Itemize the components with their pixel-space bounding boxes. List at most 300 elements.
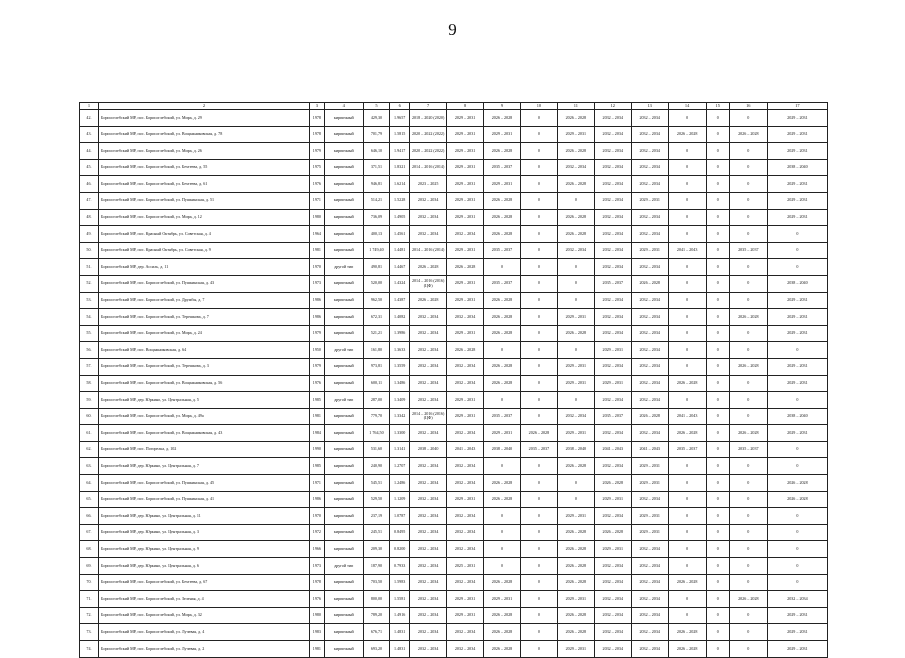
table-cell: 0: [729, 325, 767, 342]
table-cell: 2041 – 2043: [668, 242, 706, 259]
table-cell: 0: [706, 325, 729, 342]
table-cell: кирпичный: [324, 325, 363, 342]
table-cell: 2029 – 2031: [767, 176, 827, 193]
table-cell: 0: [729, 292, 767, 309]
table-row: [80, 309, 828, 326]
address-cell: Борисоглебский МР, пос. Красный Октябрь, ул. Советская, д. 9: [98, 242, 309, 259]
table-cell: 1978: [309, 126, 324, 143]
table-cell: 962,50: [363, 292, 389, 309]
table-cell: 0: [706, 591, 729, 608]
table-cell: 429,30: [363, 110, 389, 127]
table-cell: 1.3633: [390, 342, 410, 359]
table-cell: кирпичный: [324, 607, 363, 624]
table-cell: 1.9417: [390, 143, 410, 160]
table-cell: 0: [729, 342, 767, 359]
table-cell: 2032 – 2034: [594, 242, 631, 259]
table-cell: 0: [668, 259, 706, 276]
table-cell: 2029 – 2031: [594, 541, 631, 558]
table-cell: 57.: [80, 358, 99, 375]
table-cell: 72.: [80, 607, 99, 624]
column-number-cell: 8: [447, 103, 484, 110]
table-cell: 1966: [309, 541, 324, 558]
address-cell: Борисоглебский МР, дер. Юркино, ул. Центральная, д. 5: [98, 392, 309, 409]
table-cell: 0: [520, 126, 557, 143]
table-cell: 2032 – 2034: [594, 508, 631, 525]
table-cell: 2032 – 2034: [410, 641, 447, 658]
table-cell: 1980: [309, 607, 324, 624]
table-cell: 0: [706, 110, 729, 127]
table-cell: 0: [729, 624, 767, 641]
table-cell: 2029 – 2031: [557, 591, 594, 608]
table-cell: 0: [668, 309, 706, 326]
table-cell: 2026 – 2028: [668, 375, 706, 392]
table-cell: 2032 – 2034: [631, 309, 668, 326]
table-cell: 2032 – 2034: [631, 358, 668, 375]
table-cell: 2032 – 2034: [631, 143, 668, 160]
table-cell: 0: [484, 458, 521, 475]
table-cell: 1976: [309, 375, 324, 392]
table-cell: 0: [557, 475, 594, 492]
table-cell: 1983: [309, 624, 324, 641]
table-cell: 2032 – 2034: [631, 624, 668, 641]
table-cell: 0: [520, 392, 557, 409]
table-cell: 0: [729, 491, 767, 508]
table-cell: 2032 – 2034: [447, 309, 484, 326]
table-cell: 69.: [80, 558, 99, 575]
table-cell: 2032 – 2034: [410, 209, 447, 226]
table-cell: 1985: [309, 458, 324, 475]
table-cell: 1.3986: [390, 325, 410, 342]
column-number-cell: 3: [309, 103, 324, 110]
table-cell: 521,21: [363, 325, 389, 342]
table-cell: 529,50: [363, 491, 389, 508]
table-cell: 0: [729, 641, 767, 658]
table-cell: 52.: [80, 275, 99, 292]
column-number-cell: 5: [363, 103, 389, 110]
table-cell: 2029 – 2031: [447, 408, 484, 425]
table-row: [80, 591, 828, 608]
table-cell: 0: [668, 508, 706, 525]
table-cell: 2032 – 2034: [410, 226, 447, 243]
table-cell: 2029 – 2031: [557, 309, 594, 326]
table-cell: 0: [484, 541, 521, 558]
table-cell: 55.: [80, 325, 99, 342]
table-cell: 0: [557, 259, 594, 276]
table-cell: 1986: [309, 292, 324, 309]
table-cell: 0: [520, 342, 557, 359]
table-cell: 2026 – 2028: [484, 491, 521, 508]
table-cell: 2032 – 2034: [594, 392, 631, 409]
table-cell: 0: [520, 159, 557, 176]
table-cell: 0: [706, 192, 729, 209]
address-cell: Борисоглебский МР, пос. Борисоглебский, ул. Бехтеева, д. 55: [98, 159, 309, 176]
table-cell: 237,19: [363, 508, 389, 525]
table-cell: 2035 – 2037: [729, 242, 767, 259]
table-cell: 1.3342: [390, 408, 410, 425]
table-cell: 0: [767, 508, 827, 525]
address-cell: Борисоглебский МР, дер. Юркино, ул. Центральная, д. 3: [98, 524, 309, 541]
table-cell: кирпичный: [324, 441, 363, 458]
table-cell: 240,90: [363, 458, 389, 475]
table-cell: 2032 – 2034: [594, 176, 631, 193]
table-cell: кирпичный: [324, 309, 363, 326]
table-cell: 62.: [80, 441, 99, 458]
table-cell: 0: [668, 176, 706, 193]
table-cell: 0: [557, 342, 594, 359]
table-cell: 0: [729, 159, 767, 176]
table-cell: 2026 – 2028: [668, 641, 706, 658]
table-cell: 2026 – 2028: [557, 607, 594, 624]
table-cell: 2025 – 2031: [447, 558, 484, 575]
table-cell: 2032 – 2034: [594, 226, 631, 243]
table-cell: 2029 – 2031: [767, 209, 827, 226]
table-cell: кирпичный: [324, 176, 363, 193]
table-cell: 1.3486: [390, 375, 410, 392]
table-cell: 1.5228: [390, 192, 410, 209]
table-row: [80, 541, 828, 558]
column-number-cell: 2: [98, 103, 309, 110]
table-cell: 0: [706, 126, 729, 143]
table-cell: 2020 – 2022 (2022): [410, 143, 447, 160]
table-cell: 2029 – 2031: [631, 458, 668, 475]
table-cell: 1976: [309, 176, 324, 193]
column-number-cell: 12: [594, 103, 631, 110]
table-cell: 0: [484, 259, 521, 276]
table-cell: 2032 – 2034: [447, 524, 484, 541]
table-cell: 1.9657: [390, 110, 410, 127]
table-cell: 2026 – 2028: [767, 491, 827, 508]
table-cell: 2032 – 2034: [410, 375, 447, 392]
column-number-cell: 17: [767, 103, 827, 110]
table-cell: 2029 – 2031: [767, 126, 827, 143]
table-cell: 1.4905: [390, 209, 410, 226]
table-cell: 490,81: [363, 259, 389, 276]
table-cell: 2026 – 2028: [484, 192, 521, 209]
table-cell: 0: [557, 292, 594, 309]
table-row: [80, 508, 828, 525]
table-cell: 2029 – 2031: [557, 358, 594, 375]
table-cell: 2029 – 2031: [631, 192, 668, 209]
address-cell: Борисоглебский МР, пос. Борисоглебский, ул. Мира, д. 32: [98, 607, 309, 624]
table-row: [80, 242, 828, 259]
table-cell: 2032 – 2034: [594, 159, 631, 176]
table-cell: 0: [520, 458, 557, 475]
table-cell: 0: [520, 607, 557, 624]
table-cell: 1986: [309, 309, 324, 326]
table-cell: кирпичный: [324, 624, 363, 641]
table-cell: 2026 – 2028: [668, 126, 706, 143]
table-cell: 2029 – 2031: [447, 143, 484, 160]
table-cell: 1.6214: [390, 176, 410, 193]
table-cell: 0: [729, 176, 767, 193]
table-cell: 0: [706, 358, 729, 375]
address-cell: Борисоглебский МР, пос. Борисоглебский, ул. Пушкинская, д. 51: [98, 192, 309, 209]
table-cell: 2026 – 2028: [594, 524, 631, 541]
table-cell: 2032 – 2034: [410, 591, 447, 608]
table-cell: 0: [520, 242, 557, 259]
table-cell: 701,79: [363, 126, 389, 143]
table-cell: 2035 – 2037: [520, 441, 557, 458]
column-number-cell: 1: [80, 103, 99, 110]
table-row: [80, 491, 828, 508]
table-cell: 2029 – 2031: [594, 342, 631, 359]
table-cell: 0: [668, 491, 706, 508]
table-cell: 2032 – 2034: [410, 508, 447, 525]
table-cell: 2026 – 2028: [668, 624, 706, 641]
table-cell: 71.: [80, 591, 99, 608]
table-cell: 545,51: [363, 475, 389, 492]
table-cell: 45.: [80, 159, 99, 176]
column-number-cell: 7: [410, 103, 447, 110]
table-cell: 0: [668, 558, 706, 575]
table-row: [80, 574, 828, 591]
table-cell: кирпичный: [324, 275, 363, 292]
table-cell: 0: [520, 574, 557, 591]
table-cell: другой тип: [324, 259, 363, 276]
table-cell: 1978: [309, 110, 324, 127]
table-cell: 44.: [80, 143, 99, 160]
table-cell: 2032 – 2034: [631, 375, 668, 392]
address-cell: Борисоглебский МР, пос. Борисоглебский, ул. Бехтеева, д. 61: [98, 176, 309, 193]
table-cell: 2029 – 2031: [447, 110, 484, 127]
column-number-cell: 11: [557, 103, 594, 110]
table-cell: 2035 – 2037: [594, 408, 631, 425]
table-cell: 2029 – 2031: [767, 607, 827, 624]
table-cell: 2014 – 2016 (2016)(ЦФ): [410, 408, 447, 425]
table-cell: 1 764,50: [363, 425, 389, 442]
table-cell: 2032 – 2034: [594, 358, 631, 375]
table-cell: 0: [729, 392, 767, 409]
table-cell: 2026 – 2028: [557, 209, 594, 226]
table-cell: 0: [767, 558, 827, 575]
table-cell: 1 749,40: [363, 242, 389, 259]
table-cell: 59.: [80, 392, 99, 409]
table-cell: 1990: [309, 441, 324, 458]
table-cell: 42.: [80, 110, 99, 127]
table-row: [80, 275, 828, 292]
table-cell: 1984: [309, 425, 324, 442]
table-cell: 2026 – 2028: [557, 325, 594, 342]
table-cell: 2032 – 2034: [631, 159, 668, 176]
table-cell: кирпичный: [324, 292, 363, 309]
table-row: [80, 524, 828, 541]
table-cell: 1981: [309, 242, 324, 259]
table-cell: 2032 – 2034: [631, 574, 668, 591]
table-cell: 2032 – 2034: [447, 226, 484, 243]
table-cell: 0: [520, 275, 557, 292]
table-cell: 2029 – 2031: [557, 641, 594, 658]
table-cell: 2032 – 2034: [410, 558, 447, 575]
table-cell: 2029 – 2031: [557, 126, 594, 143]
table-cell: кирпичный: [324, 508, 363, 525]
table-cell: 2032 – 2034: [557, 408, 594, 425]
table-cell: 43.: [80, 126, 99, 143]
address-cell: Борисоглебский МР, пос. Вощажниковская, д. 64: [98, 342, 309, 359]
table-cell: кирпичный: [324, 209, 363, 226]
table-cell: 0: [729, 375, 767, 392]
table-cell: 2032 – 2034: [631, 110, 668, 127]
table-cell: кирпичный: [324, 408, 363, 425]
table-cell: 0: [706, 309, 729, 326]
table-cell: 0.8495: [390, 524, 410, 541]
table-cell: 2026 – 2028: [484, 574, 521, 591]
table-cell: 2032 – 2034: [594, 110, 631, 127]
table-cell: 74.: [80, 641, 99, 658]
table-cell: 400,13: [363, 226, 389, 243]
table-cell: 1979: [309, 325, 324, 342]
table-cell: 2038 – 2040: [767, 275, 827, 292]
table-cell: 2026 – 2028: [410, 292, 447, 309]
table-cell: 2029 – 2031: [557, 375, 594, 392]
table-cell: 0: [668, 541, 706, 558]
table-cell: 50.: [80, 242, 99, 259]
table-cell: 2026 – 2028: [557, 624, 594, 641]
table-row: [80, 159, 828, 176]
table-cell: 0: [729, 541, 767, 558]
address-cell: Борисоглебский МР, пос. Борисоглебский, ул. Вощажниковская, д. 56: [98, 375, 309, 392]
table-cell: 2032 – 2034: [594, 209, 631, 226]
table-cell: 2029 – 2031: [484, 591, 521, 608]
table-row: [80, 143, 828, 160]
table-cell: 61.: [80, 425, 99, 442]
table-cell: кирпичный: [324, 159, 363, 176]
table-cell: 2032 – 2034: [410, 425, 447, 442]
table-cell: 2023 – 2025: [410, 176, 447, 193]
table-cell: 1.2486: [390, 475, 410, 492]
table-cell: 0: [729, 110, 767, 127]
table-cell: 2032 – 2034: [557, 159, 594, 176]
table-cell: 2026 – 2028: [484, 143, 521, 160]
address-cell: Борисоглебский МР, пос. Борисоглебский, ул. Пушкинская, д. 41: [98, 491, 309, 508]
table-cell: 2014 – 2016 (2014): [410, 242, 447, 259]
table-row: [80, 441, 828, 458]
table-cell: 2026 – 2028: [729, 126, 767, 143]
table-cell: 0: [668, 458, 706, 475]
table-cell: 2038 – 2040: [767, 408, 827, 425]
table-cell: 2029 – 2031: [767, 309, 827, 326]
table-cell: 2032 – 2034: [410, 607, 447, 624]
table-cell: 1.8321: [390, 159, 410, 176]
table-cell: 2032 – 2034: [594, 259, 631, 276]
table-cell: 0: [668, 591, 706, 608]
table-cell: 63.: [80, 458, 99, 475]
table-cell: 2038 – 2040: [410, 441, 447, 458]
table-cell: 0: [706, 342, 729, 359]
table-cell: 2026 – 2028: [484, 325, 521, 342]
table-cell: 0: [668, 475, 706, 492]
table-cell: кирпичный: [324, 475, 363, 492]
table-cell: другой тип: [324, 342, 363, 359]
table-cell: 1979: [309, 143, 324, 160]
table-cell: 2035 – 2037: [484, 242, 521, 259]
table-cell: 2026 – 2028: [447, 259, 484, 276]
table-cell: 1978: [309, 574, 324, 591]
table-cell: 2035 – 2037: [594, 275, 631, 292]
table-cell: 2032 – 2034: [631, 641, 668, 658]
table-row: [80, 176, 828, 193]
table-cell: 2029 – 2031: [447, 209, 484, 226]
table-cell: 2026 – 2028: [447, 342, 484, 359]
table-row: [80, 209, 828, 226]
table-cell: 0: [484, 524, 521, 541]
table-cell: 1979: [309, 358, 324, 375]
table-cell: 0: [668, 275, 706, 292]
table-cell: 0: [706, 475, 729, 492]
table-cell: 0: [557, 192, 594, 209]
table-cell: 0: [729, 259, 767, 276]
table-cell: 2029 – 2031: [767, 292, 827, 309]
table-cell: 2032 – 2034: [631, 607, 668, 624]
table-cell: 2032 – 2034: [631, 259, 668, 276]
table-cell: кирпичный: [324, 574, 363, 591]
table-cell: 70.: [80, 574, 99, 591]
table-cell: 0: [557, 275, 594, 292]
address-cell: Борисоглебский МР, пос. Борисоглебский, ул. Пушкинская, д. 45: [98, 475, 309, 492]
table-cell: 2032 – 2034: [447, 508, 484, 525]
table-cell: 0: [706, 508, 729, 525]
table-cell: 0: [520, 292, 557, 309]
table-cell: 0: [484, 392, 521, 409]
table-cell: 0: [767, 541, 827, 558]
table-cell: 2029 – 2031: [767, 358, 827, 375]
address-cell: Борисоглебский МР, дер. Юркино, ул. Центральная, д. 7: [98, 458, 309, 475]
table-cell: 53.: [80, 292, 99, 309]
table-cell: 2026 – 2028: [767, 475, 827, 492]
table-cell: 1.3141: [390, 441, 410, 458]
table-cell: 2035 – 2037: [484, 159, 521, 176]
table-cell: 2032 – 2034: [447, 541, 484, 558]
table-cell: 2026 – 2028: [484, 375, 521, 392]
table-cell: 0: [767, 342, 827, 359]
table-cell: 2032 – 2034: [631, 558, 668, 575]
table-cell: 0: [706, 209, 729, 226]
table-cell: 0: [706, 292, 729, 309]
table-cell: 209,30: [363, 541, 389, 558]
table-cell: 736,09: [363, 209, 389, 226]
table-cell: 2029 – 2031: [447, 591, 484, 608]
table-cell: кирпичный: [324, 358, 363, 375]
table-cell: 1981: [309, 641, 324, 658]
table-cell: 2029 – 2031: [767, 192, 827, 209]
table-cell: 2026 – 2028: [484, 624, 521, 641]
table-row: [80, 475, 828, 492]
table-cell: 2029 – 2031: [447, 392, 484, 409]
table-cell: 2032 – 2034: [631, 176, 668, 193]
table-cell: 2029 – 2031: [557, 425, 594, 442]
table-cell: 646,10: [363, 143, 389, 160]
table-row: [80, 325, 828, 342]
table-cell: 64.: [80, 475, 99, 492]
table-cell: 54.: [80, 309, 99, 326]
table-cell: 2041 – 2043: [594, 441, 631, 458]
table-cell: 2032 – 2034: [594, 641, 631, 658]
table-cell: 2032 – 2034: [447, 358, 484, 375]
table-cell: 60.: [80, 408, 99, 425]
table-cell: 2026 – 2028: [729, 358, 767, 375]
table-cell: 2029 – 2031: [484, 176, 521, 193]
table-cell: 2020 – 2022 (2022): [410, 126, 447, 143]
table-cell: 693,20: [363, 641, 389, 658]
table-cell: 2032 – 2034: [410, 475, 447, 492]
table-row: [80, 358, 828, 375]
table-cell: 2026 – 2028: [729, 309, 767, 326]
table-cell: 2032 – 2034: [557, 242, 594, 259]
table-cell: 0: [767, 574, 827, 591]
table-cell: 2026 – 2028: [557, 541, 594, 558]
table-cell: другой тип: [324, 558, 363, 575]
table-cell: 0: [484, 342, 521, 359]
table-cell: 0: [729, 209, 767, 226]
